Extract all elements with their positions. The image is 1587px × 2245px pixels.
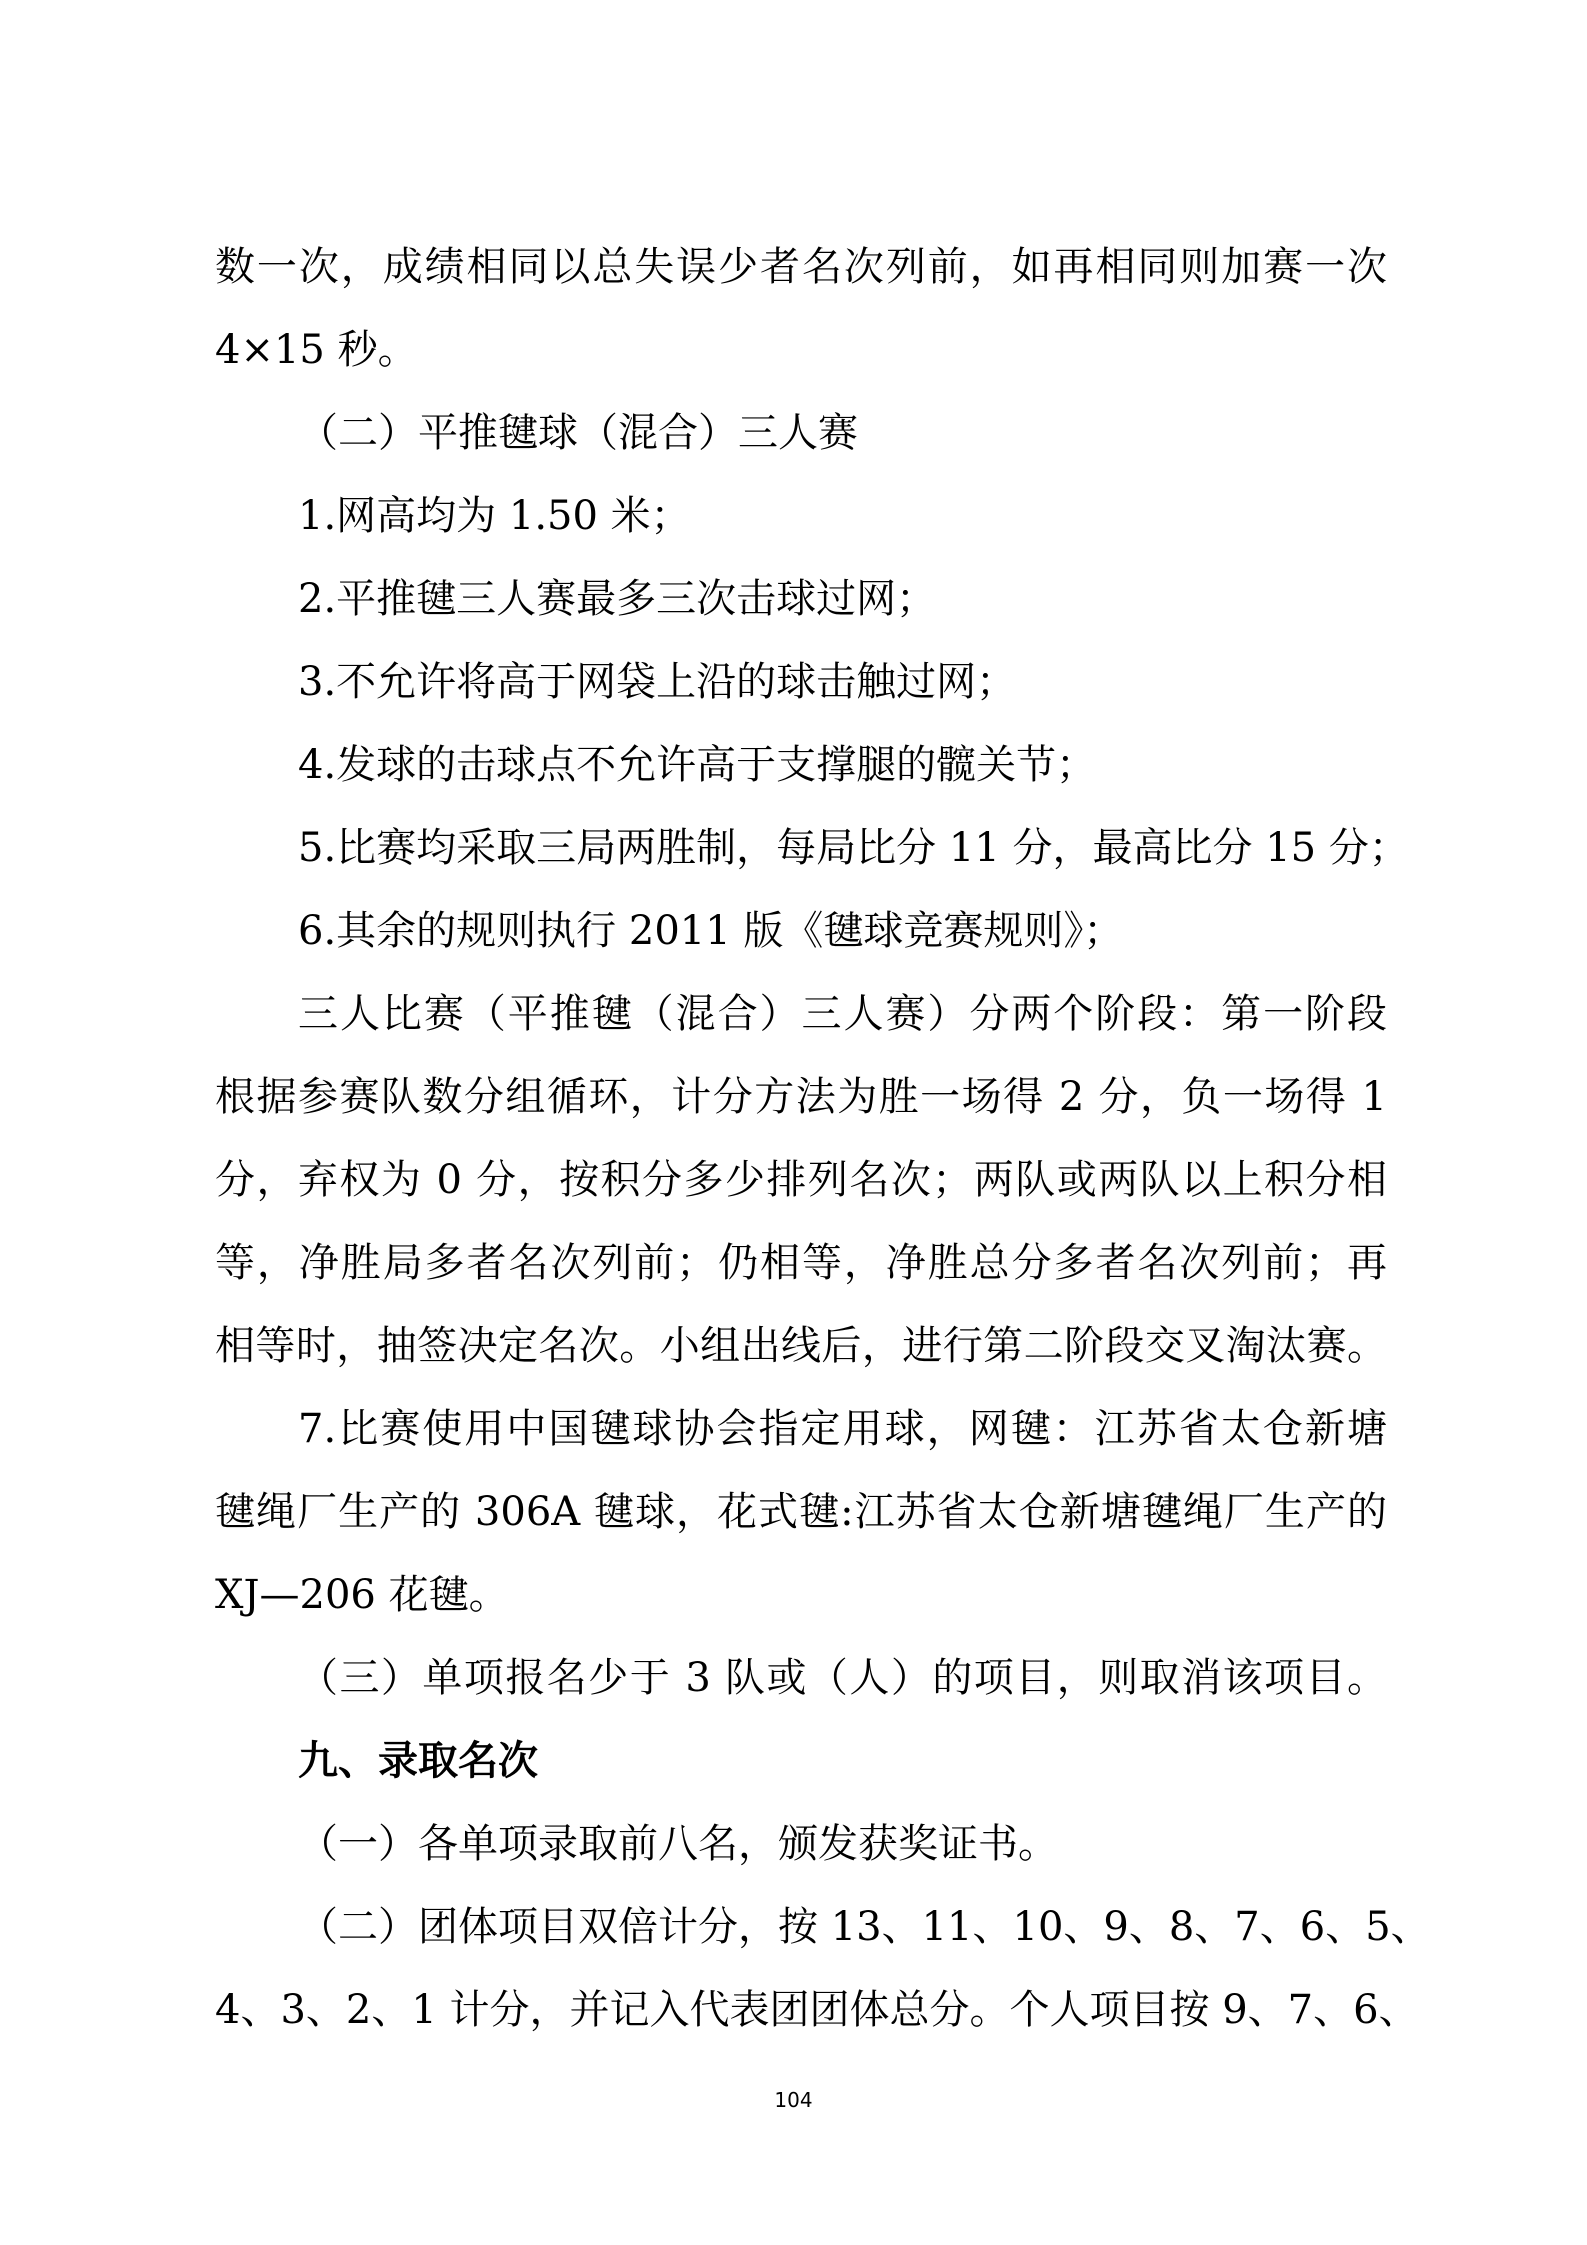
rule-item-6: 6.其余的规则执行 2011 版《毽球竞赛规则》； (298, 908, 1124, 954)
paragraph-line: 等，净胜局多者名次列前；仍相等，净胜总分多者名次列前；再 (215, 1240, 1387, 1286)
paragraph-line: 相等时，抽签决定名次。小组出线后，进行第二阶段交叉淘汰赛。 (215, 1323, 1387, 1369)
rule-item-4: 4.发球的击球点不允许高于支撑腿的髋关节； (298, 742, 1097, 788)
rule-item-3: 3.不允许将高于网袋上沿的球击触过网； (298, 659, 1017, 705)
paragraph-line: 三人比赛（平推毽（混合）三人赛）分两个阶段：第一阶段 (298, 991, 1387, 1037)
rule-item-1: 1.网高均为 1.50 米； (298, 493, 691, 539)
section-subheading: （二）平推毽球（混合）三人赛 (298, 410, 858, 456)
section-heading: 九、录取名次 (298, 1738, 538, 1784)
rule-item-2: 2.平推毽三人赛最多三次击球过网； (298, 576, 937, 622)
rule-item-7: 7.比赛使用中国毽球协会指定用球，网毽：江苏省太仓新塘 (298, 1406, 1387, 1452)
paragraph-line: 根据参赛队数分组循环，计分方法为胜一场得 2 分，负一场得 1 (215, 1074, 1387, 1120)
paragraph-line: （二）团体项目双倍计分，按 13、11、10、9、8、7、6、5、 (298, 1904, 1431, 1950)
paragraph-line: 4、3、2、1 计分，并记入代表团团体总分。个人项目按 9、7、6、 (215, 1987, 1419, 2033)
page-number: 104 (774, 2088, 813, 2112)
paragraph-line: （一）各单项录取前八名，颁发获奖证书。 (298, 1821, 1058, 1867)
paragraph-line: 分，弃权为 0 分，按积分多少排列名次；两队或两队以上积分相 (215, 1157, 1387, 1203)
section-subheading: （三）单项报名少于 3 队或（人）的项目，则取消该项目。 (298, 1655, 1387, 1701)
paragraph-line: 毽绳厂生产的 306A 毽球，花式毽:江苏省太仓新塘毽绳厂生产的 (215, 1489, 1387, 1535)
paragraph-line: 4×15 秒。 (215, 327, 418, 373)
rule-item-5: 5.比赛均采取三局两胜制，每局比分 11 分，最高比分 15 分； (298, 825, 1409, 871)
paragraph-line: XJ—206 花毽。 (215, 1572, 509, 1618)
paragraph-line: 数一次，成绩相同以总失误少者名次列前，如再相同则加赛一次 (215, 244, 1387, 290)
